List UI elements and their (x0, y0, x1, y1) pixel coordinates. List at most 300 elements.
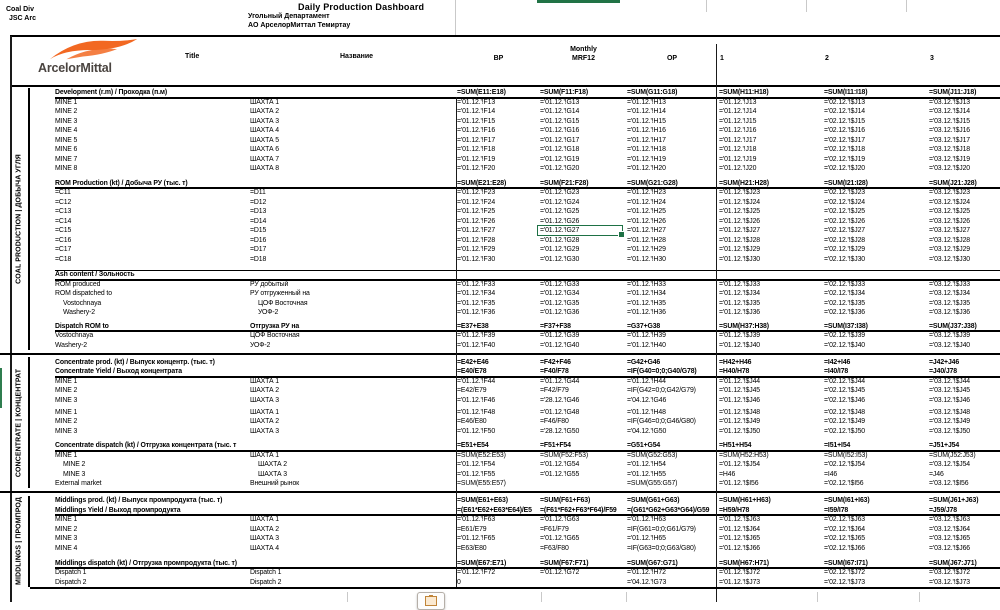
title-cell[interactable]: MINE 1 (55, 408, 78, 416)
formula-cell[interactable]: ='01.12.'!$J24 (719, 198, 760, 206)
formula-cell[interactable]: =J51+J54 (929, 442, 960, 449)
formula-cell[interactable]: ='01.12.'!F72 (457, 569, 496, 576)
formula-cell[interactable]: ='03.12.'!$J73 (929, 578, 970, 586)
title-ru-cell[interactable]: УОФ-2 (250, 341, 271, 349)
formula-cell[interactable]: ='01.12.'!F65 (457, 535, 496, 542)
formula-cell[interactable]: ='01.12.'!G72 (540, 569, 580, 576)
formula-cell[interactable]: ='03.12.'!$J17 (929, 136, 970, 144)
formula-cell[interactable]: ='01.12.'!H30 (627, 255, 666, 263)
formula-cell[interactable]: ='02.12.'!$J45 (824, 387, 865, 394)
title-cell[interactable]: MINE 8 (55, 165, 78, 172)
formula-cell[interactable]: 0 (457, 578, 461, 586)
formula-cell[interactable]: ='01.12.'!$J26 (719, 217, 760, 225)
formula-cell[interactable]: ='01.12.'!H23 (627, 189, 666, 196)
formula-cell[interactable]: ='02.12.'!$J23 (824, 189, 865, 196)
formula-cell[interactable]: ='01.12.'!F33 (457, 280, 496, 288)
formula-cell[interactable]: =SUM(E11:E18) (457, 89, 506, 96)
title-ru-cell[interactable]: УОФ-2 (258, 309, 279, 316)
title-cell[interactable]: Vostochnaya (63, 299, 102, 307)
formula-cell[interactable]: =IF(G63=0;0;G63/G80) (627, 544, 696, 552)
formula-cell[interactable]: ='01.12.'!G24 (540, 198, 580, 206)
formula-cell[interactable]: =J46 (929, 470, 944, 478)
formula-cell[interactable]: ='01.12.'!H33 (627, 280, 666, 288)
formula-cell[interactable]: ='01.12.'!F36 (457, 309, 496, 316)
formula-cell[interactable]: ='01.12.'!F20 (457, 165, 496, 172)
title-ru-cell[interactable]: ШАХТА 1 (250, 98, 279, 106)
formula-cell[interactable]: ='03.12.'!$J72 (929, 569, 970, 576)
title-cell[interactable]: MINE 1 (55, 377, 78, 385)
formula-cell[interactable]: ='03.12.'!$J29 (929, 246, 970, 253)
title-cell[interactable]: External market (55, 480, 102, 487)
title-cell[interactable]: MINE 2 (55, 108, 78, 115)
formula-cell[interactable]: =SUM(G52:G53) (627, 451, 678, 459)
title-cell[interactable]: =C15 (55, 227, 72, 234)
formula-cell[interactable]: ='02.12.'!$I56 (824, 480, 864, 487)
title-cell[interactable]: Dispatch 1 (55, 569, 87, 576)
title-cell[interactable]: Dispatch 2 (55, 578, 87, 586)
title-cell[interactable]: MINE 3 (55, 535, 78, 542)
formula-cell[interactable]: =SUM(F61+F63) (540, 497, 591, 504)
title-cell[interactable]: MINE 3 (55, 396, 78, 404)
formula-cell[interactable]: ='01.12.'!H18 (627, 146, 666, 153)
formula-cell[interactable]: ='02.12.'!$J27 (824, 227, 865, 234)
formula-cell[interactable]: ='02.12.'!$J13 (824, 98, 865, 106)
title-ru-cell[interactable]: ШАХТА 2 (250, 387, 279, 394)
formula-cell[interactable]: ='01.12.'!F13 (457, 98, 496, 106)
title-ru-cell[interactable]: =D17 (250, 246, 267, 253)
formula-cell[interactable]: =H59/H78 (719, 506, 750, 514)
formula-cell[interactable]: ='01.12.'!F23 (457, 189, 496, 196)
title-cell[interactable]: MINE 2 (55, 387, 78, 394)
title-ru-cell[interactable]: ШАХТА 2 (250, 418, 279, 425)
formula-cell[interactable]: ='02.12.'!$J25 (824, 208, 865, 215)
formula-cell[interactable]: ='01.12.'!$J29 (719, 246, 760, 253)
formula-cell[interactable]: ='02.12.'!$J29 (824, 246, 865, 253)
formula-cell[interactable]: ='01.12.'!F50 (457, 427, 496, 435)
formula-cell[interactable]: ='01.12.'!H44 (627, 377, 666, 385)
title-ru-cell[interactable]: ШАХТА 1 (250, 516, 279, 523)
formula-cell[interactable]: ='01.12.'!H26 (627, 217, 666, 225)
formula-cell[interactable]: ='03.12.'!$I56 (929, 480, 969, 487)
formula-cell[interactable]: =SUM(I52:I53) (824, 451, 868, 459)
formula-cell[interactable] (540, 578, 627, 588)
formula-cell[interactable]: ='01.12.'!G39 (540, 332, 580, 339)
formula-cell[interactable]: =SUM(F21:F28) (540, 179, 589, 187)
formula-cell[interactable]: ='01.12.'!H39 (627, 332, 666, 339)
title-cell[interactable]: Middlings dispatch (kt) / Отгрузка промпродукта (тыс. т) (55, 559, 237, 567)
formula-cell[interactable]: ='01.12.'!H15 (627, 117, 666, 125)
title-ru-cell[interactable]: Dispatch 2 (250, 578, 282, 586)
formula-cell[interactable]: ='01.12.'!G30 (540, 255, 580, 263)
formula-cell[interactable]: ='02.12.'!$J35 (824, 299, 865, 307)
formula-cell[interactable]: =SUM(E67:E71) (457, 559, 507, 567)
formula-cell[interactable]: ='01.12.'!G54 (540, 461, 580, 468)
corner-labels[interactable] (6, 5, 42, 23)
formula-cell[interactable]: ='01.12.'!$J72 (719, 569, 760, 576)
formula-cell[interactable]: ='04.12.'!G46 (627, 396, 667, 404)
formula-cell[interactable]: ='01.12.'!J20 (719, 165, 757, 172)
title-cell[interactable]: Concentrate dispatch (kt) / Отгрузка концентрата (тыс. т (55, 442, 237, 449)
title-cell[interactable]: =C12 (55, 198, 72, 206)
column-header-day1[interactable]: 1 (720, 55, 724, 62)
formula-cell[interactable]: =F63/F80 (540, 544, 569, 552)
formula-cell[interactable]: ='03.12.'!$J36 (929, 309, 970, 316)
formula-cell[interactable]: ='03.12.'!$J27 (929, 227, 970, 234)
formula-cell[interactable]: =E42+E46 (457, 358, 489, 366)
formula-cell[interactable]: ='03.12.'!$J25 (929, 208, 970, 215)
formula-cell[interactable]: =SUM(J52:J53) (929, 451, 976, 459)
formula-cell[interactable]: ='01.12.'!H17 (627, 136, 666, 144)
formula-cell[interactable]: ='01.12.'!$J33 (719, 280, 760, 288)
formula-cell[interactable]: =SUM(H67:H71) (719, 559, 769, 567)
formula-cell[interactable]: =F46/F80 (540, 418, 569, 425)
formula-cell[interactable]: ='01.12.'!$J36 (719, 309, 760, 316)
formula-cell[interactable]: ='01.12.'!$J27 (719, 227, 760, 234)
formula-cell[interactable]: ='01.12.'!$J35 (719, 299, 760, 307)
formula-cell[interactable]: ='01.12.'!G18 (540, 146, 580, 153)
formula-cell[interactable]: ='03.12.'!$J49 (929, 418, 970, 425)
formula-cell[interactable]: =SUM(F11:F18) (540, 89, 589, 96)
formula-cell[interactable]: ='03.12.'!$J66 (929, 544, 970, 552)
formula-cell[interactable]: =SUM(E55:E57) (457, 480, 506, 487)
formula-cell[interactable]: ='01.12.'!F19 (457, 155, 496, 163)
title-cell[interactable]: Concentrate prod. (kt) / Выпуск концентр. (тыс. т) (55, 358, 215, 366)
formula-cell[interactable]: ='01.12.'!$J73 (719, 578, 760, 586)
page-title[interactable]: Daily Production Dashboard (298, 2, 425, 12)
formula-cell[interactable]: =(E61*E62+E63*E64)/E5 (457, 506, 532, 514)
formula-cell[interactable]: ='02.12.'!$J48 (824, 408, 865, 416)
title-ru-cell[interactable]: =D12 (250, 198, 267, 206)
formula-cell[interactable]: =SUM(E52:E53) (457, 451, 506, 459)
formula-cell[interactable] (717, 270, 822, 280)
formula-cell[interactable]: ='01.12.'!J16 (719, 127, 757, 134)
formula-cell[interactable]: ='01.12.'!H13 (627, 98, 666, 106)
formula-cell[interactable]: ='01.12.'!G27 (540, 227, 580, 234)
formula-cell[interactable]: ='02.12.'!$J64 (824, 525, 865, 533)
formula-cell[interactable]: =J42+J46 (929, 358, 960, 366)
formula-cell[interactable]: =IF(G61=0;0;G61/G79) (627, 525, 696, 533)
page-subtitle-ru[interactable]: Угольный Департамент (248, 13, 330, 20)
formula-cell[interactable]: =SUM(J11:J18) (929, 89, 977, 96)
formula-cell[interactable]: ='03.12.'!$J34 (929, 290, 970, 297)
title-cell[interactable]: MINE 4 (55, 127, 78, 134)
formula-cell[interactable] (927, 270, 1000, 280)
formula-cell[interactable]: =H40/H78 (719, 368, 750, 375)
formula-cell[interactable]: ='01.12.'!F16 (457, 127, 496, 134)
title-cell[interactable]: MINE 4 (55, 544, 78, 552)
formula-cell[interactable]: ='02.12.'!$J65 (824, 535, 865, 542)
formula-cell[interactable]: ='03.12.'!$J35 (929, 299, 970, 307)
formula-cell[interactable]: =G42+G46 (627, 358, 661, 366)
formula-cell[interactable]: ='01.12.'!J17 (719, 136, 757, 144)
formula-cell[interactable]: ='02.12.'!$J34 (824, 290, 865, 297)
title-ru-cell[interactable]: ШАХТА 1 (250, 377, 279, 385)
title-cell[interactable]: =C18 (55, 255, 72, 263)
formula-cell[interactable]: ='01.12.'!G28 (540, 236, 580, 244)
formula-cell[interactable]: ='02.12.'!$J18 (824, 146, 865, 153)
formula-cell[interactable]: ='03.12.'!$J28 (929, 236, 970, 244)
formula-cell[interactable]: =F61/F79 (540, 525, 569, 533)
formula-cell[interactable]: ='01.12.'!F25 (457, 208, 496, 215)
formula-cell[interactable]: ='01.12.'!G19 (540, 155, 580, 163)
formula-cell[interactable]: ='01.12.'!F48 (457, 408, 496, 416)
formula-cell[interactable]: ='02.12.'!$J63 (824, 516, 865, 523)
formula-cell[interactable]: ='03.12.'!$J15 (929, 117, 970, 125)
title-cell[interactable]: Middlings Yield / Выход промпродукта (55, 506, 181, 514)
title-ru-cell[interactable]: ШАХТА 1 (250, 451, 279, 459)
title-cell[interactable]: MINE 5 (55, 136, 78, 144)
formula-cell[interactable]: ='01.12.'!J18 (719, 146, 757, 153)
column-header-day2[interactable]: 2 (825, 55, 829, 62)
formula-cell[interactable]: ='01.12.'!F34 (457, 290, 496, 297)
formula-cell[interactable]: ='01.12.'!G14 (540, 108, 580, 115)
title-ru-cell[interactable]: ШАХТА 4 (250, 127, 279, 134)
formula-cell[interactable]: =I46 (824, 470, 838, 478)
title-cell[interactable]: =C11 (55, 189, 71, 196)
selected-cell-outline[interactable] (537, 225, 623, 236)
formula-cell[interactable]: ='01.12.'!F30 (457, 255, 496, 263)
formula-cell[interactable]: ='03.12.'!$J24 (929, 198, 970, 206)
formula-cell[interactable]: ='03.12.'!$J44 (929, 377, 970, 385)
formula-cell[interactable]: ='01.12.'!G16 (540, 127, 580, 134)
formula-cell[interactable]: ='01.12.'!G34 (540, 290, 580, 297)
title-ru-cell[interactable]: ШАХТА 2 (250, 108, 279, 115)
formula-cell[interactable]: =SUM(E61+E63) (457, 497, 508, 504)
formula-cell[interactable]: ='28.12.'!G50 (540, 427, 580, 435)
formula-cell[interactable]: ='04.12.'!G73 (627, 578, 667, 586)
formula-cell[interactable]: =I40/I78 (824, 368, 849, 375)
formula-cell[interactable]: ='02.12.'!$J20 (824, 165, 865, 172)
formula-cell[interactable]: ='03.12.'!$J48 (929, 408, 970, 416)
formula-cell[interactable]: ='01.12.'!H36 (627, 309, 666, 316)
formula-cell[interactable]: ='03.12.'!$J46 (929, 396, 970, 404)
formula-cell[interactable]: ='03.12.'!$J30 (929, 255, 970, 263)
title-ru-cell[interactable]: ШАХТА 3 (250, 396, 279, 404)
title-ru-cell[interactable]: ШАХТА 3 (250, 117, 279, 125)
formula-cell[interactable]: =E61/E79 (457, 525, 487, 533)
formula-cell[interactable]: =F51+F54 (540, 442, 571, 449)
formula-cell[interactable]: =SUM(I11:I18) (824, 89, 868, 96)
formula-cell[interactable]: ='01.12.'!$J46 (719, 396, 760, 404)
formula-cell[interactable] (540, 270, 627, 280)
formula-cell[interactable]: ='03.12.'!$J19 (929, 155, 970, 163)
formula-cell[interactable]: ='01.12.'!$J65 (719, 535, 760, 542)
formula-cell[interactable]: =SUM(H21:H28) (719, 179, 769, 187)
title-ru-cell[interactable]: ШАХТА 7 (250, 155, 279, 163)
formula-cell[interactable]: ='01.12.'!$J50 (719, 427, 760, 435)
formula-cell[interactable]: ='03.12.'!$J65 (929, 535, 970, 542)
column-header-op[interactable]: OP (666, 55, 678, 62)
formula-cell[interactable]: =SUM(H37:H38) (719, 322, 769, 330)
formula-cell[interactable] (457, 270, 540, 280)
title-cell[interactable]: MINE 1 (55, 98, 78, 106)
formula-cell[interactable]: ='02.12.'!$J14 (824, 108, 865, 115)
formula-cell[interactable]: ='02.12.'!$J33 (824, 280, 865, 288)
formula-cell[interactable]: ='03.12.'!$J54 (929, 461, 970, 468)
title-ru-cell[interactable]: ШАХТА 3 (250, 535, 279, 542)
formula-cell[interactable]: ='01.12.'!J19 (719, 155, 757, 163)
title-ru-cell[interactable]: Отгрузка РУ на (250, 322, 300, 330)
formula-cell[interactable]: =J59/J78 (929, 506, 957, 514)
formula-cell[interactable]: ='01.12.'!F35 (457, 299, 496, 307)
formula-cell[interactable]: ='02.12.'!$J54 (824, 461, 865, 468)
formula-cell[interactable]: ='02.12.'!$J17 (824, 136, 865, 144)
column-header-title[interactable]: Title (185, 53, 200, 60)
formula-cell[interactable]: ='01.12.'!F40 (457, 341, 496, 349)
formula-cell[interactable]: ='01.12.'!G20 (540, 165, 580, 172)
formula-cell[interactable]: =SUM(H52:H53) (719, 451, 769, 459)
formula-cell[interactable]: ='01.12.'!F55 (457, 470, 496, 478)
column-header-bp[interactable]: BP (493, 55, 504, 62)
formula-cell[interactable]: =SUM(I21:I28) (824, 179, 868, 187)
formula-cell[interactable]: ='01.12.'!F44 (457, 377, 496, 385)
fill-handle[interactable] (618, 231, 625, 238)
formula-cell[interactable]: =(G61*G62+G63*G64)/G59 (627, 506, 710, 514)
formula-cell[interactable]: =SUM(F67:F71) (540, 559, 589, 567)
title-cell[interactable]: Middlings prod. (kt) / Выпуск промпродукта (тыс. т) (55, 497, 223, 504)
title-ru-cell[interactable]: ШАХТА 5 (250, 136, 279, 144)
title-ru-cell[interactable]: ШАХТА 3 (250, 427, 279, 435)
title-cell[interactable]: Vostochnaya (55, 332, 94, 339)
formula-cell[interactable]: ='02.12.'!$J73 (824, 578, 865, 586)
formula-cell[interactable]: =G51+G54 (627, 442, 661, 449)
title-ru-cell[interactable]: =D13 (250, 208, 267, 215)
formula-cell[interactable]: =I42+I46 (824, 358, 851, 366)
formula-cell[interactable]: ='01.12.'!H25 (627, 208, 666, 215)
formula-cell[interactable]: ='01.12.'!G35 (540, 299, 580, 307)
title-cell[interactable]: MINE 1 (55, 451, 78, 459)
corner-line2[interactable]: JSC Arc (9, 15, 36, 22)
formula-cell[interactable]: ='02.12.'!$J16 (824, 127, 865, 134)
formula-cell[interactable]: ='01.12.'!H65 (627, 535, 666, 542)
formula-cell[interactable]: =E40/E78 (457, 368, 487, 375)
title-cell[interactable]: MINE 1 (55, 516, 78, 523)
formula-cell[interactable]: =SUM(G21:G28) (627, 179, 678, 187)
formula-cell[interactable]: =E37+E38 (457, 322, 489, 330)
title-cell[interactable]: Ash content / Зольность (55, 271, 135, 278)
formula-cell[interactable]: =SUM(H61+H63) (719, 497, 771, 504)
formula-cell[interactable]: =SUM(G11:G18) (627, 89, 678, 96)
formula-cell[interactable]: ='03.12.'!$J39 (929, 332, 970, 339)
formula-cell[interactable]: =SUM(I67:I71) (824, 559, 868, 567)
formula-cell[interactable]: ='04.12.'!G50 (627, 427, 667, 435)
formula-cell[interactable]: =(F61*F62+F63*F64)/F59 (540, 506, 617, 514)
title-cell[interactable]: MINE 6 (55, 146, 78, 153)
formula-cell[interactable]: ='02.12.'!$J40 (824, 341, 865, 349)
formula-cell[interactable]: ='03.12.'!$J18 (929, 146, 970, 153)
formula-cell[interactable]: ='28.12.'!G46 (540, 396, 580, 404)
title-ru-cell[interactable]: ШАХТА 1 (250, 408, 279, 416)
formula-cell[interactable]: =E51+E54 (457, 442, 489, 449)
title-cell[interactable]: Washery-2 (63, 309, 95, 316)
formula-cell[interactable]: ='01.12.'!F14 (457, 108, 496, 115)
formula-cell[interactable]: ='01.12.'!H28 (627, 236, 666, 244)
formula-cell[interactable]: ='03.12.'!$J20 (929, 165, 970, 172)
company-name-ru[interactable]: АО АрселорМиттал Темиртау (248, 22, 351, 29)
formula-cell[interactable] (540, 479, 627, 489)
formula-cell[interactable]: ='01.12.'!$I56 (719, 480, 759, 487)
formula-cell[interactable]: ='01.12.'!$J23 (719, 189, 760, 196)
formula-cell[interactable]: ='01.12.'!F26 (457, 217, 496, 225)
formula-cell[interactable]: ='01.12.'!G26 (540, 217, 580, 225)
title-ru-cell[interactable]: ШАХТА 3 (258, 470, 287, 478)
formula-cell[interactable]: ='01.12.'!$J25 (719, 208, 760, 215)
formula-cell[interactable]: =IF(G40=0;0;G40/G78) (627, 368, 697, 375)
formula-cell[interactable]: ='01.12.'!F46 (457, 396, 496, 404)
title-ru-cell[interactable]: ШАХТА 8 (250, 165, 279, 172)
formula-cell[interactable]: ='01.12.'!G29 (540, 246, 580, 253)
title-cell[interactable]: Development (r.m) / Проходка (п.м) (55, 89, 168, 96)
title-cell[interactable]: MINE 7 (55, 155, 78, 163)
title-ru-cell[interactable]: ШАХТА 6 (250, 146, 279, 153)
formula-cell[interactable]: ='03.12.'!$J40 (929, 341, 970, 349)
formula-cell[interactable]: ='01.12.'!G63 (540, 516, 580, 523)
title-cell[interactable]: =C17 (55, 246, 72, 253)
formula-cell[interactable]: ='01.12.'!G44 (540, 377, 580, 385)
title-cell[interactable]: MINE 2 (55, 525, 78, 533)
formula-cell[interactable]: ='01.12.'!$J40 (719, 341, 760, 349)
formula-cell[interactable]: ='01.12.'!F28 (457, 236, 496, 244)
formula-cell[interactable]: =SUM(I37:I38) (824, 322, 868, 330)
formula-cell[interactable]: ='02.12.'!$J36 (824, 309, 865, 316)
formula-cell[interactable]: ='01.12.'!H72 (627, 569, 666, 576)
formula-cell[interactable]: =IF(G42=0;0;G42/G79) (627, 387, 696, 394)
formula-cell[interactable]: ='03.12.'!$J45 (929, 387, 970, 394)
title-cell[interactable]: Washery-2 (55, 341, 87, 349)
formula-cell[interactable]: ='01.12.'!$J63 (719, 516, 760, 523)
formula-cell[interactable]: =SUM(J21:J28) (929, 179, 977, 187)
title-ru-cell[interactable]: =D14 (250, 217, 267, 225)
formula-cell[interactable]: ='01.12.'!$J49 (719, 418, 760, 425)
title-ru-cell[interactable]: ЦОФ Восточная (250, 332, 300, 339)
formula-cell[interactable]: ='01.12.'!F54 (457, 461, 496, 468)
formula-cell[interactable]: ='03.12.'!$J33 (929, 280, 970, 288)
title-cell[interactable]: =C16 (55, 236, 72, 244)
formula-cell[interactable]: ='01.12.'!H34 (627, 290, 666, 297)
formula-cell[interactable]: ='01.12.'!G23 (540, 189, 580, 196)
title-cell[interactable]: =C14 (55, 217, 72, 225)
formula-cell[interactable]: =I51+I54 (824, 442, 851, 449)
formula-cell[interactable]: ='01.12.'!H14 (627, 108, 666, 115)
formula-cell[interactable]: =F37+F38 (540, 322, 571, 330)
formula-cell[interactable]: ='01.12.'!H20 (627, 165, 666, 172)
title-cell[interactable]: Concentrate Yield / Выход концентрата (55, 368, 183, 375)
title-cell[interactable]: MINE 2 (63, 461, 86, 468)
formula-cell[interactable]: =E46/E80 (457, 418, 487, 425)
formula-cell[interactable]: =IF(G46=0;0;G46/G80) (627, 418, 696, 425)
formula-cell[interactable]: ='01.12.'!$J30 (719, 255, 760, 263)
formula-cell[interactable]: =SUM(H11:H18) (719, 89, 769, 96)
formula-cell[interactable]: ='01.12.'!H24 (627, 198, 666, 206)
formula-cell[interactable]: ='01.12.'!G13 (540, 98, 580, 106)
formula-cell[interactable]: =SUM(J67:J71) (929, 559, 977, 567)
formula-cell[interactable]: =E63/E80 (457, 544, 487, 552)
formula-cell[interactable]: ='01.12.'!J13 (719, 98, 757, 106)
column-header-monthly[interactable]: Monthly (570, 46, 597, 53)
formula-cell[interactable]: ='03.12.'!$J63 (929, 516, 970, 523)
column-header-title-ru[interactable]: Название (340, 53, 374, 60)
formula-cell[interactable]: ='02.12.'!$J66 (824, 544, 865, 552)
title-cell[interactable]: ROM Production (kt) / Добыча РУ (тыс. т) (55, 179, 188, 187)
formula-cell[interactable]: ='01.12.'!$J66 (719, 544, 760, 552)
formula-cell[interactable] (822, 270, 927, 280)
formula-cell[interactable]: ='01.12.'!H27 (627, 227, 666, 234)
title-ru-cell[interactable]: =D16 (250, 236, 267, 244)
formula-cell[interactable]: ='01.12.'!F17 (457, 136, 496, 144)
formula-cell[interactable]: ='01.12.'!F29 (457, 246, 496, 253)
formula-cell[interactable]: =F42/F79 (540, 387, 569, 394)
formula-cell[interactable]: ='01.12.'!H40 (627, 341, 666, 349)
